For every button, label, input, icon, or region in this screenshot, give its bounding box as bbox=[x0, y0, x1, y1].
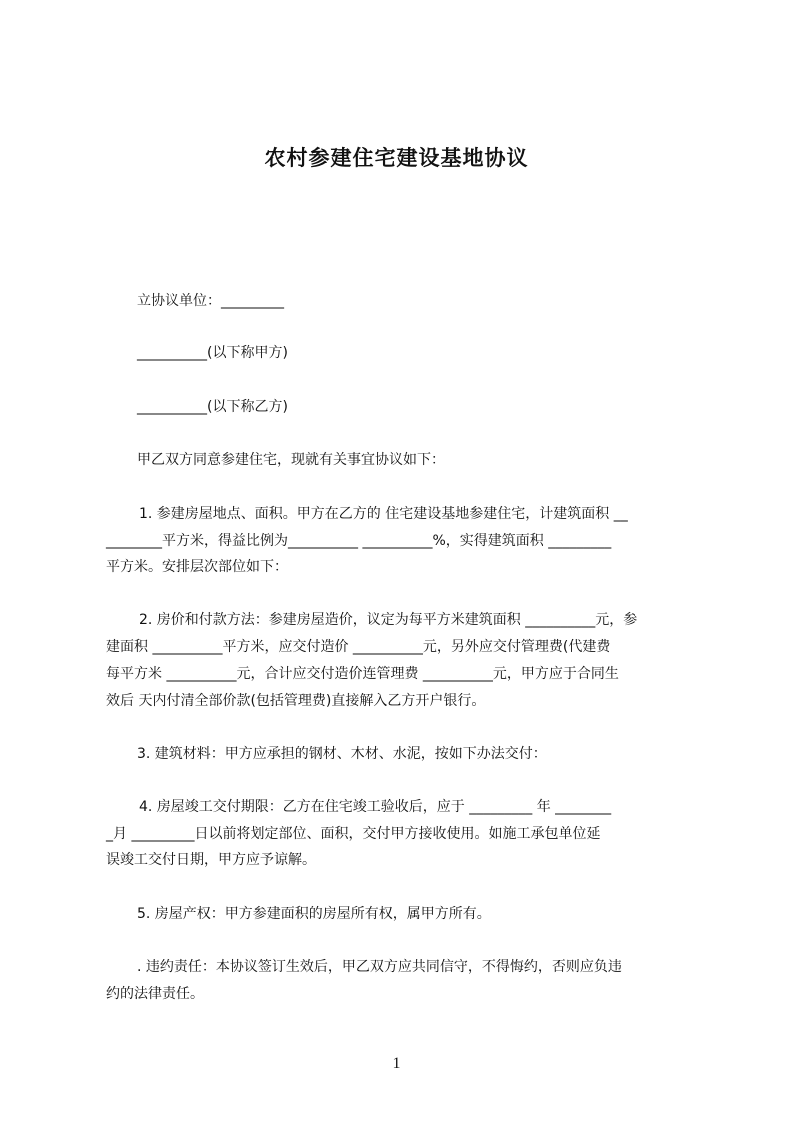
clause-4-line-3: 误竣工交付日期，甲方应予谅解。 bbox=[106, 852, 316, 868]
party-b-line: __________(以下称乙方) bbox=[137, 399, 288, 415]
intro-line: 甲乙双方同意参建住宅，现就有关事宜协议如下： bbox=[137, 452, 445, 468]
clause-4-line-1: 4. 房屋竣工交付期限：乙方在住宅竣工验收后，应于 _________ 年 ________ bbox=[139, 799, 612, 815]
party-a-line: __________(以下称甲方) bbox=[137, 345, 288, 361]
clause-1-line-1: 1. 参建房屋地点、面积。甲方在乙方的 住宅建设基地参建住宅，计建筑面积 __ bbox=[139, 506, 628, 522]
parties-label-line: 立协议单位：_________ bbox=[137, 293, 284, 309]
clause-2-line-3: 每平方米 __________元，合计应交付造价连管理费 __________元，甲方应于合同生 bbox=[106, 666, 619, 682]
document-title: 农村参建住宅建设基地协议 bbox=[264, 146, 529, 170]
clause-2-line-2: 建面积 __________平方米，应交付造价 __________元，另外应交付管理费(代建费 bbox=[106, 639, 611, 655]
clause-1-line-2: ________平方米，得益比例为__________ __________%，实得建筑面积 _________ bbox=[106, 533, 612, 549]
page-number: 1 bbox=[392, 1055, 401, 1072]
clause-3-line-1: 3. 建筑材料：甲方应承担的钢材、木材、水泥，按如下办法交付： bbox=[137, 746, 547, 762]
clause-6-line-2: 约的法律责任。 bbox=[106, 986, 204, 1002]
clause-5-line-1: 5. 房屋产权：甲方参建面积的房屋所有权，属甲方所有。 bbox=[137, 906, 491, 922]
clause-2-line-4: 效后 天内付清全部价款(包括管理费)直接解入乙方开户银行。 bbox=[106, 693, 486, 709]
clause-6-line-1: . 违约责任：本协议签订生效后，甲乙双方应共同信守，不得悔约，否则应负违 bbox=[137, 959, 622, 975]
clause-4-line-2: _月 _________日以前将划定部位、面积，交付甲方接收使用。如施工承包单位延 bbox=[106, 826, 601, 842]
clause-2-line-1: 2. 房价和付款方法：参建房屋造价，议定为每平方米建筑面积 __________元，参 bbox=[139, 612, 638, 628]
clause-1-line-3: 平方米。安排层次部位如下： bbox=[106, 559, 288, 575]
